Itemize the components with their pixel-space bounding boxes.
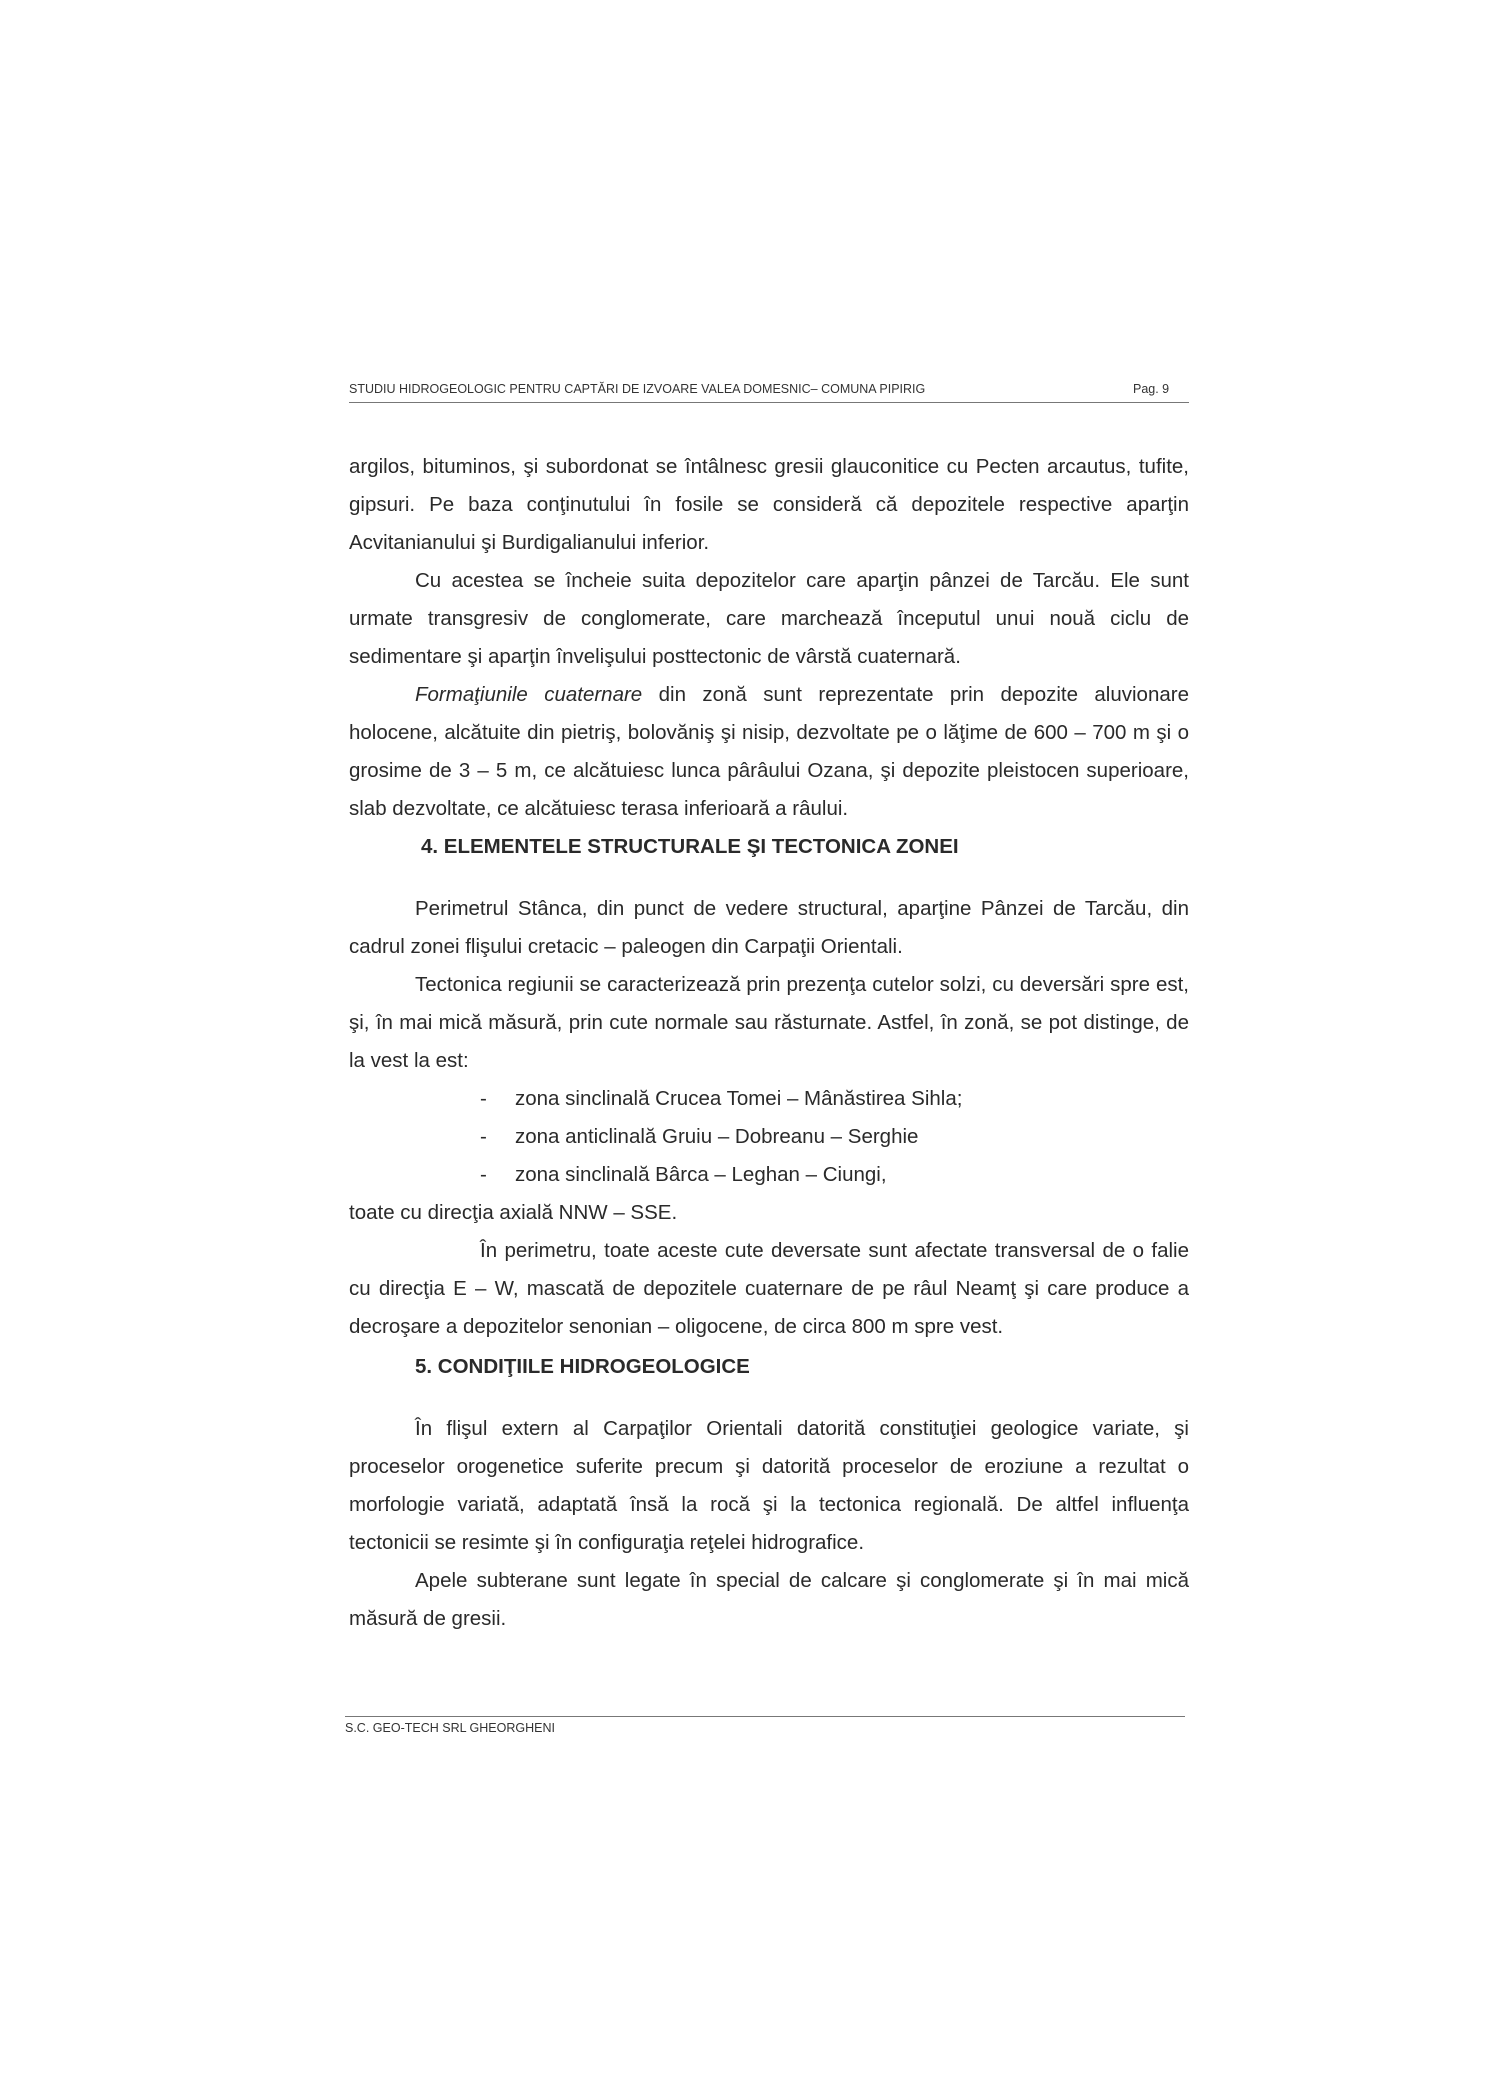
zone-list [349,1080,1189,1194]
paragraph-2: Cu acestea se încheie suita depozitelor care aparţin pânzei de Tarcău. Ele sunt urmate transgresiv de conglomerate, care marchează începutul unui nouă ciclu de sedimentare şi aparţin învelişului posttectonic de vârstă cuaternară. [349,569,1189,668]
paragraph-3 [349,676,1189,828]
section-5-heading: 5. CONDIŢIILE HIDROGEOLOGICE [415,1355,750,1378]
list-item [349,1080,1189,1118]
paragraph-6: toate cu direcţia axială NNW – SSE. [349,1201,678,1224]
list-item [349,1118,1189,1156]
page-footer [345,1716,1185,1735]
list-item [349,1156,1189,1194]
paragraph-3-italic: Formaţiunile cuaternare [415,683,643,706]
list-item-text: zona sinclinală Bârca – Leghan – Ciungi, [515,1163,887,1186]
paragraph-5: Tectonica regiunii se caracterizează prin prezenţa cutelor solzi, cu deversări spre est, şi, în mai mică măsură, prin cute normale sau răsturnate. Astfel, în zonă, se pot distinge, de la vest la est: [349,973,1189,1072]
page-body [349,448,1189,1638]
paragraph-3-text: din zonă sunt reprezentate prin depozite aluvionare holocene, alcătuite din pietriş, bolovăniş şi nisip, dezvoltate pe o lăţime de 600 – 700 m şi o grosime de 3 – 5 m, ce alcătuiesc lunca pârâului Ozana, şi depozite pleistocen superioare, slab dezvoltate, ce alcătuiesc terasa inferioară a râului. [349,683,1189,820]
header-rule [349,402,1189,403]
footer-company: S.C. GEO-TECH SRL GHEORGHENI [345,1721,555,1735]
paragraph-8: În flişul extern al Carpaţilor Orientali datorită constituţiei geologice variate, şi proceselor orogenetice suferite precum şi datorită proceselor de eroziune a rezultat o morfologie variată, adaptată însă la rocă şi la tectonica regională. De altfel influenţa tectonicii se resimte şi în configuraţia reţelei hidrografice. [349,1417,1189,1554]
list-dash: - [480,1125,487,1148]
list-item-text: zona anticlinală Gruiu – Dobreanu – Serghie [515,1125,919,1148]
page-header [349,380,1189,406]
list-dash: - [480,1163,487,1186]
section-4-heading: 4. ELEMENTELE STRUCTURALE ŞI TECTONICA ZONEI [421,835,959,858]
paragraph-7: În perimetru, toate aceste cute deversate sunt afectate transversal de o falie cu direcţia E – W, mascată de depozitele cuaternare de pe râul Neamţ şi care produce a decroşare a depozitelor senonian – oligocene, de circa 800 m spre vest. [349,1239,1189,1338]
paragraph-4: Perimetrul Stânca, din punct de vedere structural, aparţine Pânzei de Tarcău, din cadrul zonei flişului cretacic – paleogen din Carpaţii Orientali. [349,897,1189,958]
header-title: STUDIU HIDROGEOLOGIC PENTRU CAPTĂRI DE IZVOARE VALEA DOMESNIC– COMUNA PIPIRIG [349,382,926,396]
list-dash: - [480,1087,487,1110]
list-item-text: zona sinclinală Crucea Tomei – Mânăstirea Sihla; [515,1087,963,1110]
paragraph-9: Apele subterane sunt legate în special de calcare şi conglomerate şi în mai mică măsură de gresii. [349,1569,1189,1630]
paragraph-1: argilos, bituminos, şi subordonat se întâlnesc gresii glauconitice cu Pecten arcautus, tufite, gipsuri. Pe baza conţinutului în fosile se consideră că depozitele respective aparţin Acvitanianului şi Burdigalianului inferior. [349,455,1189,554]
page-number: Pag. 9 [1133,382,1170,396]
footer-rule [345,1716,1185,1717]
